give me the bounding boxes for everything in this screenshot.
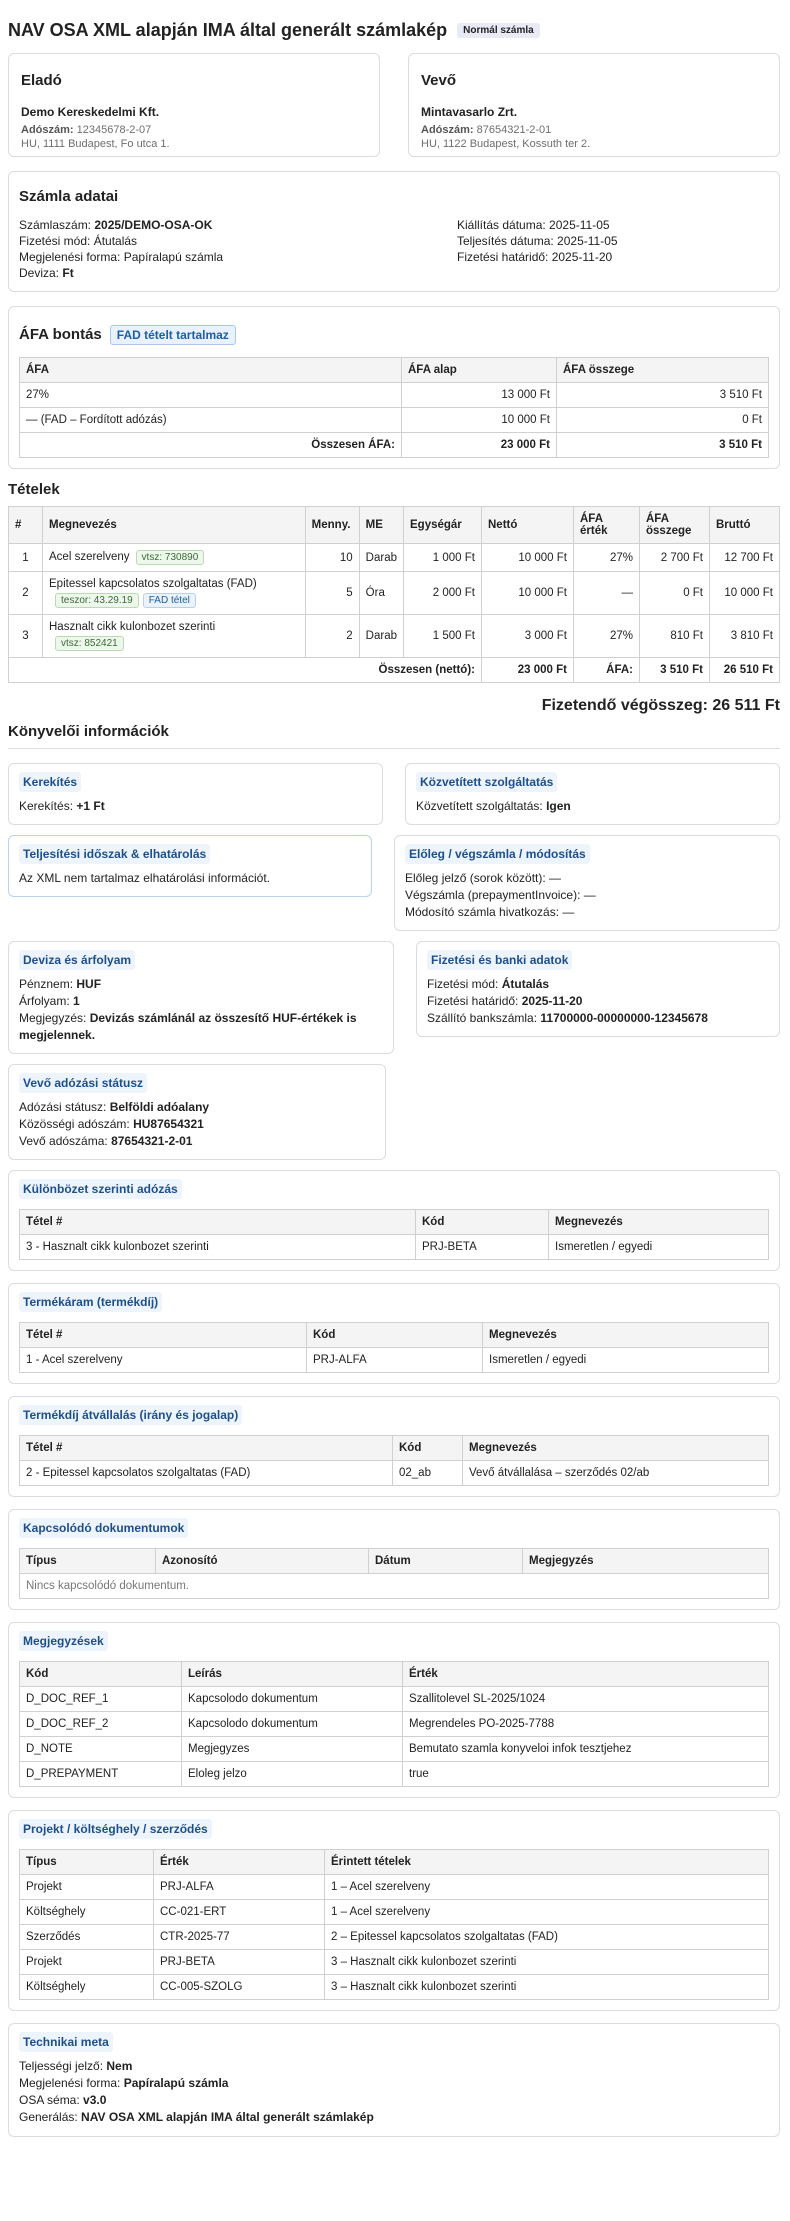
table-row bbox=[20, 1950, 769, 1975]
vat-total-label: Összesen ÁFA: bbox=[20, 433, 402, 458]
table-row bbox=[9, 544, 780, 572]
period-column bbox=[8, 835, 372, 931]
col-header: Érték bbox=[403, 1662, 769, 1687]
col-header: Megnevezés bbox=[549, 1210, 769, 1235]
intermediated-value: Közvetített szolgáltatás: Igen bbox=[416, 799, 571, 813]
col-header: Kód bbox=[307, 1323, 483, 1348]
cell: 2 - Epitessel kapcsolatos szolgaltatas (FAD) bbox=[20, 1461, 393, 1486]
item-net: 3 000 Ft bbox=[482, 615, 574, 658]
item-vat-amount: 810 Ft bbox=[640, 615, 710, 658]
item-code-tag: teszor: 43.29.19 bbox=[55, 593, 139, 608]
col-header: Dátum bbox=[369, 1549, 523, 1574]
col-header: Tétel # bbox=[20, 1436, 393, 1461]
cell: Kapcsolodo dokumentum bbox=[182, 1687, 403, 1712]
table-row bbox=[20, 1235, 769, 1260]
item-unit: Darab bbox=[359, 544, 403, 572]
items-col-price: Egységár bbox=[404, 507, 482, 544]
buyer-name: Mintavasarlo Zrt. bbox=[421, 105, 518, 119]
invoice-details-heading: Számla adatai bbox=[19, 188, 119, 205]
payment-bank: Szállító bankszámla: 11700000-00000000-12345678 bbox=[427, 1011, 708, 1025]
margin-scheme-table bbox=[19, 1209, 769, 1260]
item-price: 2 000 Ft bbox=[404, 572, 482, 615]
table-row bbox=[20, 408, 769, 433]
seller-address: HU, 1111 Budapest, Fo utca 1. bbox=[21, 138, 170, 150]
cell: CTR-2025-77 bbox=[154, 1925, 325, 1950]
item-net: 10 000 Ft bbox=[482, 572, 574, 615]
vat-breakdown-card bbox=[8, 306, 780, 469]
tech-meta-card bbox=[8, 2023, 780, 2137]
buyer-tax-status: Adózási státusz: Belföldi adóalany bbox=[19, 1100, 210, 1114]
table-row bbox=[20, 383, 769, 408]
cell: PRJ-BETA bbox=[416, 1235, 549, 1260]
related-docs-table bbox=[19, 1548, 769, 1599]
payment-method: Fizetési mód: Átutalás bbox=[427, 977, 550, 991]
projects-title: Projekt / költséghely / szerződés bbox=[19, 1819, 212, 1839]
table-row bbox=[20, 1875, 769, 1900]
invoice-pay-method: Fizetési mód: Átutalás bbox=[19, 234, 138, 248]
seller-card bbox=[8, 53, 380, 157]
cell: 02_ab bbox=[393, 1461, 463, 1486]
invoice-due-date: Fizetési határidő: 2025-11-20 bbox=[457, 250, 613, 264]
table-row bbox=[20, 1574, 769, 1599]
vat-total-base: 23 000 Ft bbox=[402, 433, 557, 458]
items-heading: Tételek bbox=[8, 481, 60, 498]
cell: CC-005-SZOLG bbox=[154, 1975, 325, 2000]
items-col-name: Megnevezés bbox=[43, 507, 306, 544]
product-fee-title: Termékáram (termékdíj) bbox=[19, 1292, 162, 1312]
item-vat-rate: — bbox=[574, 572, 640, 615]
item-vat-rate: 27% bbox=[574, 615, 640, 658]
cell: true bbox=[403, 1762, 769, 1787]
item-name: Epitessel kapcsolatos szolgaltatas (FAD) bbox=[49, 578, 257, 590]
cell: D_DOC_REF_1 bbox=[20, 1687, 182, 1712]
cell: PRJ-ALFA bbox=[307, 1348, 483, 1373]
item-price: 1 000 Ft bbox=[404, 544, 482, 572]
vat-col-amount: ÁFA összege bbox=[557, 358, 769, 383]
margin-scheme-card bbox=[8, 1170, 780, 1271]
col-header: Leírás bbox=[182, 1662, 403, 1687]
items-col-unit: ME bbox=[359, 507, 403, 544]
table-row bbox=[9, 615, 780, 658]
vat-table bbox=[19, 357, 769, 458]
cell: Költséghely bbox=[20, 1975, 154, 2000]
invoice-details-card bbox=[8, 171, 780, 292]
vat-amount: 3 510 Ft bbox=[557, 383, 769, 408]
items-sum-net: 23 000 Ft bbox=[482, 658, 574, 683]
items-col-vat-amount: ÁFA összege bbox=[640, 507, 710, 544]
tech-schema: OSA séma: v3.0 bbox=[19, 2093, 107, 2107]
cell: 3 – Hasznalt cikk kulonbozet szerinti bbox=[325, 1950, 769, 1975]
cell: Kapcsolodo dokumentum bbox=[182, 1712, 403, 1737]
notes-card bbox=[8, 1622, 780, 1798]
cell: Szerződés bbox=[20, 1925, 154, 1950]
item-code-tag: vtsz: 730890 bbox=[136, 550, 205, 565]
col-header: Típus bbox=[20, 1850, 154, 1875]
item-vat-amount: 0 Ft bbox=[640, 572, 710, 615]
cell: 1 – Acel szerelveny bbox=[325, 1900, 769, 1925]
item-name-cell bbox=[43, 572, 306, 615]
cell: Költséghely bbox=[20, 1900, 154, 1925]
cell: Ismeretlen / egyedi bbox=[483, 1348, 769, 1373]
currency-note: Megjegyzés: Devizás számlánál az összesítő HUF-értékek is megjelennek. bbox=[19, 1011, 357, 1042]
invoice-number: Számlaszám: 2025/DEMO-OSA-OK bbox=[19, 218, 213, 232]
fad-pill: FAD tételt tartalmaz bbox=[110, 325, 236, 345]
table-row bbox=[20, 1461, 769, 1486]
cell: Eloleg jelzo bbox=[182, 1762, 403, 1787]
item-qty: 5 bbox=[305, 572, 359, 615]
cell: D_PREPAYMENT bbox=[20, 1762, 182, 1787]
items-sum-gross: 26 510 Ft bbox=[710, 658, 780, 683]
table-row bbox=[20, 1348, 769, 1373]
item-name: Hasznalt cikk kulonbozet szerinti bbox=[49, 621, 216, 633]
items-col-net: Nettó bbox=[482, 507, 574, 544]
items-total-row bbox=[9, 658, 780, 683]
item-no: 2 bbox=[9, 572, 43, 615]
vat-col-rate: ÁFA bbox=[20, 358, 402, 383]
col-header: Tétel # bbox=[20, 1323, 307, 1348]
vat-heading: ÁFA bontás FAD tételt tartalmaz bbox=[19, 325, 769, 345]
items-col-no: # bbox=[9, 507, 43, 544]
cell: Vevő átvállalása – szerződés 02/ab bbox=[463, 1461, 769, 1486]
accounting-heading: Könyvelői információk bbox=[8, 723, 169, 740]
item-unit: Óra bbox=[359, 572, 403, 615]
grand-total: Fizetendő végösszeg: 26 511 Ft bbox=[541, 697, 780, 714]
projects-table bbox=[19, 1849, 769, 2000]
invoice-issue-date: Kiállítás dátuma: 2025-11-05 bbox=[457, 218, 610, 232]
page-title: NAV OSA XML alapján IMA által generált számlakép bbox=[8, 20, 448, 40]
item-price: 1 500 Ft bbox=[404, 615, 482, 658]
cell: D_NOTE bbox=[20, 1737, 182, 1762]
cell: 3 – Hasznalt cikk kulonbozet szerinti bbox=[325, 1975, 769, 2000]
items-col-vat-rate: ÁFA érték bbox=[574, 507, 640, 544]
col-header: Kód bbox=[393, 1436, 463, 1461]
invoice-currency: Deviza: Ft bbox=[19, 266, 74, 280]
projects-card bbox=[8, 1810, 780, 2011]
cell: Projekt bbox=[20, 1875, 154, 1900]
empty-state: Nincs kapcsolódó dokumentum. bbox=[20, 1574, 769, 1599]
payment-due: Fizetési határidő: 2025-11-20 bbox=[427, 994, 583, 1008]
table-row bbox=[9, 572, 780, 615]
margin-scheme-title: Különbözet szerinti adózás bbox=[19, 1179, 182, 1199]
col-header: Érintett tételek bbox=[325, 1850, 769, 1875]
vat-base: 13 000 Ft bbox=[402, 383, 557, 408]
items-sum-label: Összesen (nettó): bbox=[9, 658, 482, 683]
advance-card bbox=[394, 835, 780, 931]
cell: Ismeretlen / egyedi bbox=[549, 1235, 769, 1260]
vat-rate: 27% bbox=[20, 383, 402, 408]
item-name-cell bbox=[43, 615, 306, 658]
related-docs-card bbox=[8, 1509, 780, 1610]
buyer-tax-number: Vevő adószáma: 87654321-2-01 bbox=[19, 1134, 193, 1148]
item-gross: 10 000 Ft bbox=[710, 572, 780, 615]
notes-table bbox=[19, 1661, 769, 1787]
payment-card bbox=[416, 941, 780, 1037]
item-gross: 12 700 Ft bbox=[710, 544, 780, 572]
cell: 1 - Acel szerelveny bbox=[20, 1348, 307, 1373]
cell: PRJ-BETA bbox=[154, 1950, 325, 1975]
col-header: Megnevezés bbox=[483, 1323, 769, 1348]
notes-title: Megjegyzések bbox=[19, 1631, 108, 1651]
tech-appearance: Megjelenési forma: Papíralapú számla bbox=[19, 2076, 229, 2090]
item-name: Acel szerelveny bbox=[49, 551, 130, 563]
cell: D_DOC_REF_2 bbox=[20, 1712, 182, 1737]
items-table bbox=[8, 506, 780, 683]
cell: CC-021-ERT bbox=[154, 1900, 325, 1925]
table-row bbox=[20, 1712, 769, 1737]
advance-title: Előleg / végszámla / módosítás bbox=[405, 844, 590, 864]
table-row bbox=[20, 1762, 769, 1787]
currency-rate: Árfolyam: 1 bbox=[19, 994, 80, 1008]
item-vat-amount: 2 700 Ft bbox=[640, 544, 710, 572]
advance-line: Előleg jelző (sorok között): — bbox=[405, 871, 562, 885]
items-sum-vat-label: ÁFA: bbox=[574, 658, 640, 683]
col-header: Megnevezés bbox=[463, 1436, 769, 1461]
buyer-tax-card bbox=[8, 1064, 386, 1160]
col-header: Tétel # bbox=[20, 1210, 416, 1235]
table-row bbox=[20, 1737, 769, 1762]
seller-name: Demo Kereskedelmi Kft. bbox=[21, 105, 160, 119]
intermediated-title: Közvetített szolgáltatás bbox=[416, 772, 557, 792]
col-header: Kód bbox=[416, 1210, 549, 1235]
period-text: Az XML nem tartalmaz elhatárolási információt. bbox=[19, 871, 270, 885]
payment-title: Fizetési és banki adatok bbox=[427, 950, 572, 970]
seller-tax: Adószám: 12345678-2-07 bbox=[21, 124, 152, 136]
tech-meta-title: Technikai meta bbox=[19, 2032, 113, 2052]
currency-title: Deviza és árfolyam bbox=[19, 950, 135, 970]
buyer-address: HU, 1122 Budapest, Kossuth ter 2. bbox=[421, 138, 591, 150]
payment-column bbox=[416, 941, 780, 1054]
vat-total-row bbox=[20, 433, 769, 458]
product-fee-card bbox=[8, 1283, 780, 1384]
item-unit: Darab bbox=[359, 615, 403, 658]
vat-col-base: ÁFA alap bbox=[402, 358, 557, 383]
col-header: Érték bbox=[154, 1850, 325, 1875]
cell: 2 – Epitessel kapcsolatos szolgaltatas (FAD) bbox=[325, 1925, 769, 1950]
buyer-heading: Vevő bbox=[421, 72, 457, 89]
item-qty: 2 bbox=[305, 615, 359, 658]
rounding-value: Kerekítés: +1 Ft bbox=[19, 799, 105, 813]
col-header: Azonosító bbox=[156, 1549, 369, 1574]
currency-card bbox=[8, 941, 394, 1054]
item-no: 3 bbox=[9, 615, 43, 658]
table-row bbox=[20, 1687, 769, 1712]
item-no: 1 bbox=[9, 544, 43, 572]
invoice-delivery-date: Teljesítés dátuma: 2025-11-05 bbox=[457, 234, 618, 248]
buyer-tax: Adószám: 87654321-2-01 bbox=[421, 124, 552, 136]
cell: 1 – Acel szerelveny bbox=[325, 1875, 769, 1900]
tech-completeness: Teljességi jelző: Nem bbox=[19, 2059, 133, 2073]
cell: Projekt bbox=[20, 1950, 154, 1975]
fee-transfer-title: Termékdíj átvállalás (irány és jogalap) bbox=[19, 1405, 242, 1425]
parties-row bbox=[8, 53, 780, 157]
table-row bbox=[20, 1900, 769, 1925]
tech-generation: Generálás: NAV OSA XML alapján IMA által generált számlakép bbox=[19, 2110, 374, 2124]
divider bbox=[8, 748, 780, 749]
vat-rate: — (FAD – Fordított adózás) bbox=[20, 408, 402, 433]
fee-transfer-table bbox=[19, 1435, 769, 1486]
cell: PRJ-ALFA bbox=[154, 1875, 325, 1900]
fad-item-tag: FAD tétel bbox=[143, 593, 196, 608]
invoice-appearance: Megjelenési forma: Papíralapú számla bbox=[19, 250, 224, 264]
buyer-community-tax: Közösségi adószám: HU87654321 bbox=[19, 1117, 204, 1131]
table-row bbox=[20, 1975, 769, 2000]
col-header: Megjegyzés bbox=[523, 1549, 769, 1574]
items-col-gross: Bruttó bbox=[710, 507, 780, 544]
seller-heading: Eladó bbox=[21, 72, 62, 89]
invoice-type-badge: Normál számla bbox=[457, 23, 540, 38]
cell: Bemutato szamla konyveloi infok tesztjehez bbox=[403, 1737, 769, 1762]
advance-line: Végszámla (prepaymentInvoice): — bbox=[405, 888, 596, 902]
cell: Megrendeles PO-2025-7788 bbox=[403, 1712, 769, 1737]
item-code-tag: vtsz: 852421 bbox=[55, 636, 124, 651]
page-header bbox=[8, 20, 780, 41]
item-net: 10 000 Ft bbox=[482, 544, 574, 572]
item-vat-rate: 27% bbox=[574, 544, 640, 572]
rounding-title: Kerekítés bbox=[19, 772, 81, 792]
item-gross: 3 810 Ft bbox=[710, 615, 780, 658]
product-fee-table bbox=[19, 1322, 769, 1373]
fee-transfer-card bbox=[8, 1396, 780, 1497]
items-col-qty: Menny. bbox=[305, 507, 359, 544]
cell: 3 - Hasznalt cikk kulonbozet szerinti bbox=[20, 1235, 416, 1260]
items-sum-vat: 3 510 Ft bbox=[640, 658, 710, 683]
item-name-cell bbox=[43, 544, 306, 572]
table-row bbox=[20, 1925, 769, 1950]
period-card bbox=[8, 835, 372, 897]
buyer-card bbox=[408, 53, 780, 157]
currency-ccy: Pénznem: HUF bbox=[19, 977, 102, 991]
buyer-tax-title: Vevő adózási státusz bbox=[19, 1073, 147, 1093]
cell: Megjegyzes bbox=[182, 1737, 403, 1762]
advance-line: Módosító számla hivatkozás: — bbox=[405, 905, 575, 919]
vat-amount: 0 Ft bbox=[557, 408, 769, 433]
col-header: Típus bbox=[20, 1549, 156, 1574]
intermediated-card bbox=[405, 763, 780, 825]
period-title: Teljesítési időszak & elhatárolás bbox=[19, 844, 210, 864]
item-qty: 10 bbox=[305, 544, 359, 572]
vat-base: 10 000 Ft bbox=[402, 408, 557, 433]
rounding-card bbox=[8, 763, 383, 825]
cell: Szallitolevel SL-2025/1024 bbox=[403, 1687, 769, 1712]
col-header: Kód bbox=[20, 1662, 182, 1687]
vat-total-amount: 3 510 Ft bbox=[557, 433, 769, 458]
related-docs-title: Kapcsolódó dokumentumok bbox=[19, 1518, 188, 1538]
